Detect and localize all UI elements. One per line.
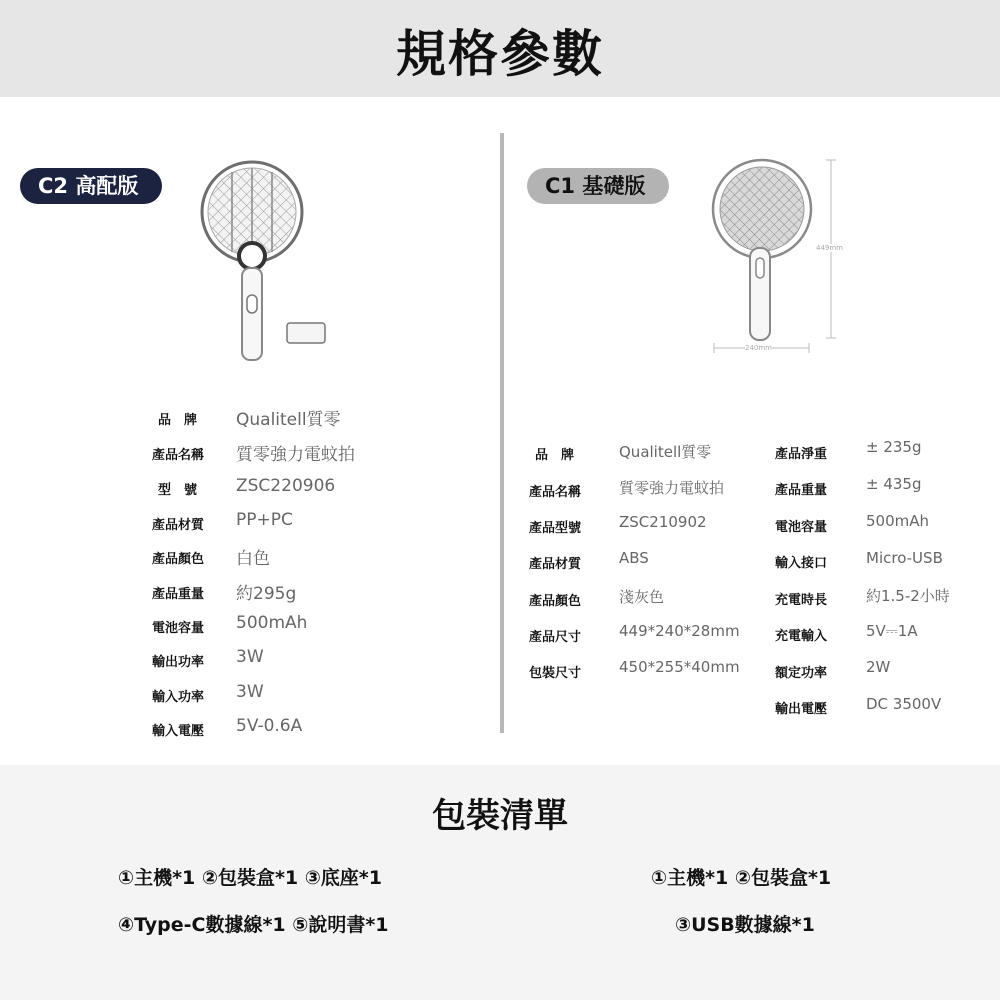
c1-spec-value-rated-power: 2W [866, 658, 891, 676]
c2-spec-value-brand: Qualitell質零 [236, 410, 341, 430]
c1-spec-label-material: 產品材質 [529, 557, 582, 572]
c2-spec-value-model: ZSC220906 [236, 476, 336, 496]
c1-spec-label-charge-time: 充電時長 [775, 593, 828, 608]
c1-spec-value-charge-time: 約1.5-2小時 [866, 587, 950, 605]
c2-spec-value-input-power: 3W [236, 682, 264, 702]
c1-spec-value-name: 質零強力電蚊拍 [619, 479, 725, 497]
c1-spec-label-brand: 品 牌 [535, 448, 575, 463]
c1-spec-value-color: 淺灰色 [619, 588, 665, 606]
c1-packing-line-1: ①主機*1 ②包裝盒*1 [651, 867, 832, 889]
c2-spec-value-material: PP+PC [236, 510, 293, 530]
c2-spec-label-weight: 產品重量 [152, 587, 205, 602]
c1-spec-label-battery: 電池容量 [775, 520, 828, 535]
column-divider [500, 133, 504, 733]
packing-title: 包裝清單 [432, 796, 568, 836]
c2-spec-value-battery: 500mAh [236, 613, 308, 633]
c1-spec-label-output-voltage: 輸出電壓 [775, 702, 828, 717]
c1-spec-value-charge-input: 5V⎓1A [866, 622, 918, 640]
c1-spec-value-model: ZSC210902 [619, 513, 707, 531]
c1-spec-label-color: 產品顏色 [529, 594, 582, 609]
c2-spec-label-name: 產品名稱 [152, 448, 205, 463]
c1-spec-label-weight: 產品重量 [775, 483, 828, 498]
c1-spec-value-weight: ± 435g [866, 475, 922, 493]
c2-spec-label-output-power: 輸出功率 [152, 655, 205, 670]
c2-spec-label-model: 型 號 [158, 483, 198, 498]
page-title: 規格參數 [396, 25, 604, 83]
c2-spec-label-brand: 品 牌 [158, 413, 198, 428]
c2-spec-label-input-voltage: 輸入電壓 [152, 724, 205, 739]
c2-packing-line-2: ④Type-C數據線*1 ⑤說明書*1 [118, 914, 389, 936]
c2-spec-label-battery: 電池容量 [152, 621, 205, 636]
c1-spec-label-net-weight: 產品淨重 [775, 447, 828, 462]
c2-spec-label-material: 產品材質 [152, 518, 205, 533]
c2-spec-value-weight: 約295g [236, 584, 297, 604]
c2-spec-value-output-power: 3W [236, 647, 264, 667]
c2-spec-value-input-voltage: 5V-0.6A [236, 716, 303, 736]
c2-spec-value-color: 白色 [236, 549, 270, 569]
c1-spec-value-brand: Qualitell質零 [619, 443, 712, 461]
c1-spec-value-input-port: Micro-USB [866, 549, 943, 567]
c1-spec-label-charge-input: 充電輸入 [775, 629, 828, 644]
c1-dimension-height: 449mm [816, 244, 843, 252]
c1-product-image [700, 150, 870, 360]
c1-spec-label-input-port: 輸入接口 [775, 556, 828, 571]
c2-spec-label-color: 產品顏色 [152, 552, 205, 567]
c1-spec-label-model: 產品型號 [529, 521, 582, 536]
c1-dimension-width: 240mm [745, 344, 772, 352]
c1-spec-value-net-weight: ± 235g [866, 438, 922, 456]
c1-badge: C1 基礎版 [527, 168, 669, 204]
c2-packing-line-1: ①主機*1 ②包裝盒*1 ③底座*1 [118, 867, 382, 889]
c1-spec-label-rated-power: 額定功率 [775, 666, 828, 681]
c2-badge: C2 高配版 [20, 168, 162, 204]
c2-spec-label-input-power: 輸入功率 [152, 690, 205, 705]
c1-spec-value-material: ABS [619, 549, 649, 567]
c1-spec-value-size: 449*240*28mm [619, 622, 740, 640]
c1-spec-label-package-size: 包裝尺寸 [529, 666, 582, 681]
c1-spec-value-package-size: 450*255*40mm [619, 658, 740, 676]
c1-spec-label-name: 產品名稱 [529, 485, 582, 500]
c1-spec-label-size: 產品尺寸 [529, 630, 582, 645]
c1-spec-value-battery: 500mAh [866, 512, 930, 530]
c2-product-image [190, 160, 340, 365]
c1-packing-line-2: ③USB數據線*1 [675, 914, 815, 936]
c1-spec-value-output-voltage: DC 3500V [866, 695, 942, 713]
c2-spec-value-name: 質零強力電蚊拍 [236, 445, 355, 465]
